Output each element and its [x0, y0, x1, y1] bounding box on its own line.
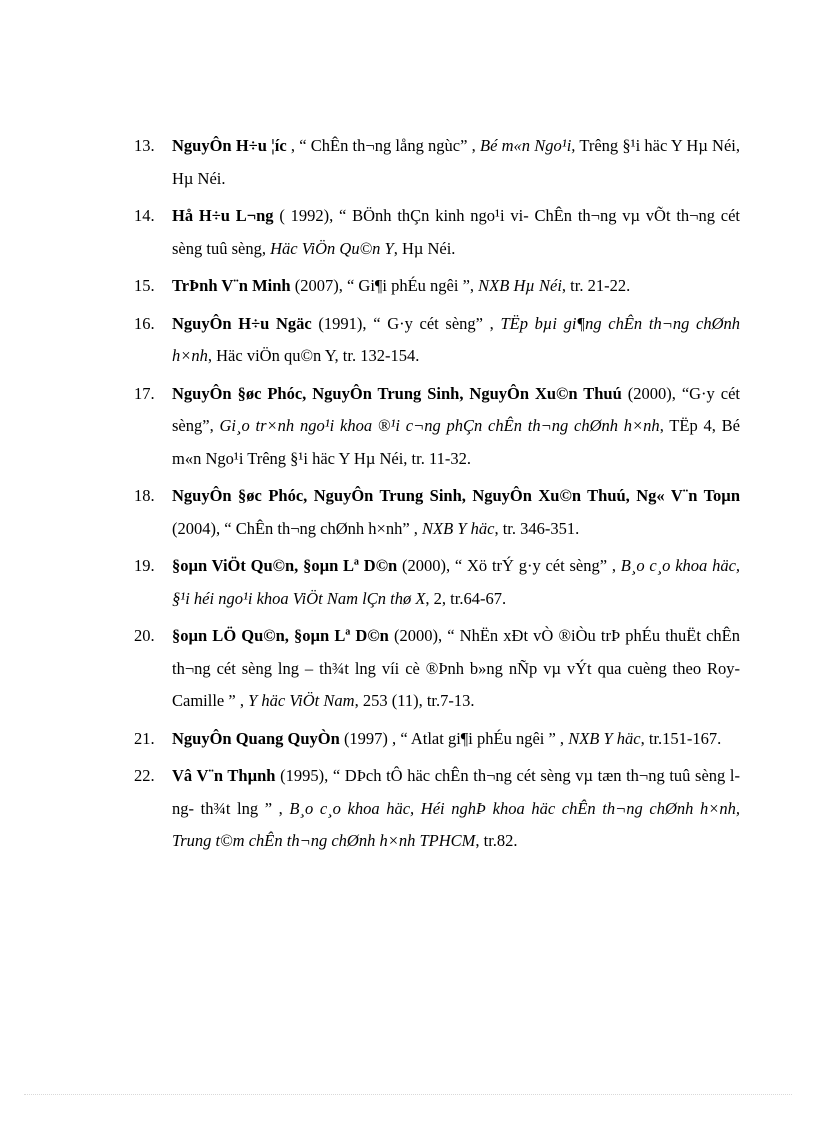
reference-item-21 [134, 723, 740, 756]
reference-year: (2000), [397, 556, 455, 575]
reference-source: B¸o c¸o khoa häc, §¹i héi ngo¹i khoa ViÖt Nam lÇn thø X [172, 556, 741, 608]
reference-number: 21. [134, 728, 155, 748]
reference-number: 15. [134, 276, 155, 295]
reference-authors: §oµn ViÖt Qu©n, §oµn Lª D©n [172, 556, 398, 575]
reference-source: B¸o c¸o khoa häc, Héi nghÞ khoa häc chÊn th¬ng chØnh h×nh, Trung t©m chÊn th¬ng chØnh h×nh TPHCM [172, 798, 740, 850]
reference-number: 17. [134, 383, 155, 403]
reference-title: “ Gi¶i phÉu ngêi ”, [346, 276, 475, 295]
reference-source: Y häc ViÖt Nam [248, 691, 355, 710]
reference-list [134, 130, 740, 863]
reference-separator: , [467, 136, 481, 155]
reference-details: , TËp 4, Bé m«n Ngo¹i Trêng §¹i häc Y Hµ Néi, tr. 11-32. [172, 416, 740, 468]
reference-number: 19. [134, 556, 155, 575]
reference-title: “ DÞch tÔ häc chÊn th¬ng cét sèng vµ tæn th¬ng tuû sèng lng- th¾t lng ” , [172, 766, 740, 818]
reference-year: (2000), [621, 383, 682, 403]
reference-source: NXB Y häc [568, 728, 641, 748]
reference-title: “ NhËn xÐt vÒ ®iÒu trÞ phÉu thuËt chÊn th¬ng cét sèng lng – th¾t lng víi cè ®Þnh b»ng nÑp vµ vÝt qua cuèng theo Roy- Camille ” , [172, 626, 740, 710]
reference-authors: §oµn LÖ Qu©n, §oµn Lª D©n [172, 626, 389, 645]
reference-authors: NguyÔn H÷u Ngäc [172, 313, 312, 333]
reference-item-17 [134, 378, 740, 476]
reference-authors: NguyÔn H÷u ¦íc [172, 136, 287, 155]
reference-number: 13. [134, 136, 155, 155]
reference-details: , tr. 346-351. [494, 518, 580, 538]
reference-item-22 [134, 760, 740, 858]
reference-authors: NguyÔn Quang QuyÒn [172, 728, 340, 748]
reference-item-19 [134, 550, 740, 615]
reference-item-13 [134, 130, 740, 195]
reference-item-16 [134, 308, 740, 373]
reference-year: , [286, 136, 300, 155]
reference-title: “G·y cét sèng”, [172, 383, 740, 435]
reference-source: Häc ViÖn Qu©n Y [270, 238, 394, 258]
reference-details: , tr.82. [475, 831, 518, 850]
reference-source: TËp bµi gi¶ng chÊn th¬ng chØnh h×nh [172, 313, 740, 365]
reference-authors: Hå H÷u L¬ng [172, 206, 274, 225]
reference-number: 18. [134, 486, 155, 505]
reference-year: (1995), [275, 766, 333, 785]
reference-authors: NguyÔn §øc Phóc, NguyÔn Trung Sinh, NguyÔn Xu©n Thuú [172, 383, 622, 403]
reference-details: Trêng §¹i häc Y Hµ Néi, Hµ Néi. [172, 136, 741, 188]
reference-authors: TrÞnh V¨n Minh [172, 276, 291, 295]
reference-title: “ G·y cét sèng” , [373, 313, 494, 333]
reference-title: “ ChÊn th¬ng chØnh h×nh” , [224, 518, 418, 538]
reference-number: 16. [134, 313, 155, 333]
reference-source: NXB Hµ Néi [478, 276, 562, 295]
reference-number: 14. [134, 206, 155, 225]
reference-item-14 [134, 200, 740, 265]
reference-title: “ Atlat gi¶i phÉu ngêi ” , [400, 728, 565, 748]
reference-details: , tr. 21-22. [561, 276, 631, 295]
reference-title: “ ChÊn th¬ng lång ngùc” [299, 136, 468, 155]
reference-item-15 [134, 270, 740, 303]
reference-authors: Vâ V¨n Thµnh [172, 766, 276, 785]
reference-source: Bé m«n Ngo¹i, [480, 136, 576, 155]
reference-number: 22. [134, 766, 155, 785]
reference-title: “ Xö trÝ g·y cét sèng” , [454, 556, 616, 575]
reference-item-20 [134, 620, 740, 718]
reference-year: (1997) , [339, 728, 401, 748]
reference-year: (2007), [290, 276, 347, 295]
reference-number: 20. [134, 626, 155, 645]
reference-details: , tr.151-167. [640, 728, 722, 748]
reference-title: “ BÖnh thÇn kinh ngo¹i vi- ChÊn th¬ng vµ vÕt th¬ng cét sèng tuû sèng, [172, 206, 740, 258]
reference-year: (2004), [172, 518, 225, 538]
reference-details: , 253 (11), tr.7-13. [354, 691, 475, 710]
page-bottom-divider [24, 1094, 792, 1095]
reference-details: , Hµ Néi. [393, 238, 456, 258]
reference-details: , 2, tr.64-67. [425, 588, 507, 608]
reference-year: ( 1992), [273, 206, 340, 225]
reference-source: Gi¸o tr×nh ngo¹i khoa ®¹i c¬ng phÇn chÊn th¬ng chØnh h×nh [219, 416, 660, 435]
reference-year: (2000), [388, 626, 448, 645]
reference-authors: NguyÔn §øc Phóc, NguyÔn Trung Sinh, NguyÔn Xu©n Thuú, Ng« V¨n Toµn [172, 486, 740, 505]
reference-item-18 [134, 480, 740, 545]
reference-details: , Häc viÖn qu©n Y, tr. 132-154. [207, 346, 420, 365]
reference-year: (1991), [311, 313, 374, 333]
reference-source: NXB Y häc [422, 518, 495, 538]
